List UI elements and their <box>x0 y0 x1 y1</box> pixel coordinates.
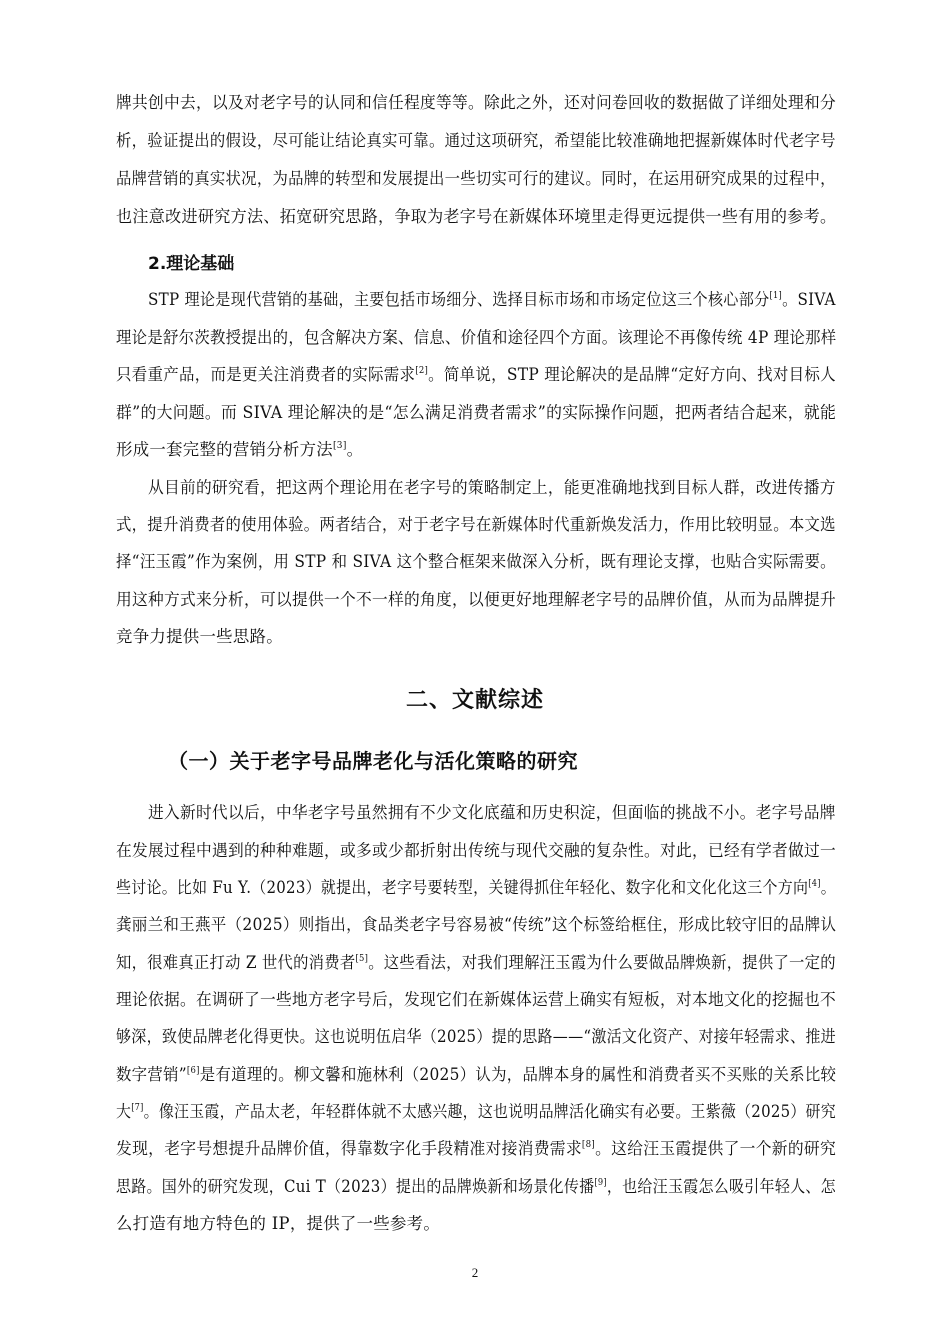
line-tail: ，也给汪玉霞怎么吸引年轻人、怎 <box>606 1177 836 1196</box>
line-text: 么打造有地方特色的 IP，提供了一些参考。 <box>116 1214 441 1233</box>
line-text: 思路。国外的研究发现，Cui T（2023）提出的品牌焕新和场景化传播 <box>116 1177 595 1196</box>
line-text: 发现，老字号想提升品牌价值，得靠数字化手段精准对接消费需求 <box>116 1139 582 1158</box>
line-text: 理论依据。在调研了一些地方老字号后，发现它们在新媒体运营上确实有短板，对本地文化的挖掘也不 <box>116 990 837 1009</box>
line-text: 只看重产品，而是更关注消费者的实际需求 <box>116 365 416 384</box>
theory-p2-line-3: 择“汪玉霞”作为案例，用 STP 和 SIVA 这个整合框架来做深入分析，既有理论支撑，也贴合实际需要。 <box>116 552 836 571</box>
review-line-4 <box>116 915 836 935</box>
review-line-9 <box>116 1102 836 1122</box>
line-text: 够深，致使品牌老化得更快。这也说明伍启华（2025）提的思路——“激活文化资产、对接年轻需求、推进 <box>116 1027 836 1046</box>
line-text: 大 <box>116 1102 132 1121</box>
theory-p1-line-1 <box>148 290 836 310</box>
page-number: 2 <box>471 1265 479 1280</box>
citation-ref: [2] <box>415 366 429 376</box>
line-text: 知，很难真正打动 Z 世代的消费者 <box>116 953 356 972</box>
theory-p2-line-1: 从目前的研究看，把这两个理论用在老字号的策略制定上，能更准确地找到目标人群，改进传播方 <box>148 478 836 497</box>
line-text: 形成一套完整的营销分析方法 <box>116 440 333 459</box>
intro-line-3: 品牌营销的真实状况，为品牌的转型和发展提出一些切实可行的建议。同时，在运用研究成果的过程中， <box>116 169 836 188</box>
theory-p2-line-2: 式，提升消费者的使用体验。两者结合，对于老字号在新媒体时代重新焕发活力，作用比较明显。本文选 <box>116 515 836 534</box>
chapter-heading: 二、文献综述 <box>405 688 544 713</box>
citation-ref: [1] <box>769 291 783 301</box>
review-line-2 <box>116 841 836 861</box>
citation-ref: [3] <box>332 441 347 451</box>
theory-p2-line-4: 用这种方式来分析，可以提供一个不一样的角度，以便更好地理解老字号的品牌价值，从而为品牌提升 <box>116 590 837 609</box>
intro-line-4: 也注意改进研究方法、拓宽研究思路，争取为老字号在新媒体环境里走得更远提供一些有用的参考。 <box>116 207 837 226</box>
citation-ref: [8] <box>581 1140 596 1150</box>
theory-p1-line-5 <box>116 440 363 460</box>
intro-line-2: 析，验证提出的假设，尽可能让结论真实可靠。通过这项研究，希望能比较准确地把握新媒体时代老字号 <box>116 131 836 150</box>
review-line-7 <box>116 1027 836 1047</box>
chapter-subheading: （一）关于老字号品牌老化与活化策略的研究 <box>168 749 578 773</box>
theory-p2-line-5: 竞争力提供一些思路。 <box>116 627 283 646</box>
citation-ref: [4] <box>808 879 821 889</box>
line-tail: 。简单说，STP 理论解决的是品牌“定好方向、找对目标人 <box>428 365 836 384</box>
line-tail: 。这给汪玉霞提供了一个新的研究 <box>595 1139 837 1158</box>
line-tail: 是有道理的。柳文馨和施林利（2025）认为，品牌本身的属性和消费者买不买账的关系比较 <box>199 1065 837 1084</box>
line-tail: 。SIVA <box>782 290 836 309</box>
line-text: 进入新时代以后，中华老字号虽然拥有不少文化底蕴和历史积淀，但面临的挑战不小。老字号品牌 <box>148 803 836 822</box>
review-line-3 <box>116 878 836 898</box>
citation-ref: [7] <box>131 1103 144 1113</box>
review-line-10 <box>116 1139 836 1159</box>
review-line-6 <box>116 990 836 1010</box>
review-line-11 <box>116 1177 836 1197</box>
line-text: 些讨论。比如 Fu Y.（2023）就提出，老字号要转型，关键得抓住年轻化、数字化和文化化这三个方向 <box>116 878 809 897</box>
citation-ref: [6] <box>186 1066 200 1076</box>
line-tail: 。这些看法，对我们理解汪玉霞为什么要做品牌焕新，提供了一定的 <box>368 953 836 972</box>
line-tail: 。 <box>820 878 836 897</box>
line-text: 群”的大问题。而 SIVA 理论解决的是“怎么满足消费者需求”的实际操作问题，把两者结合起来，就能 <box>116 403 837 422</box>
line-tail: 。像汪玉霞，产品太老，年轻群体就不太感兴趣，这也说明品牌活化确实有必要。王紫薇（2025）研究 <box>143 1102 836 1121</box>
citation-ref: [9] <box>594 1178 607 1188</box>
review-line-12 <box>116 1214 440 1234</box>
line-text: 理论是舒尔茨教授提出的，包含解决方案、信息、价值和途径四个方面。该理论不再像传统 4P 理论那样 <box>116 328 837 347</box>
line-text: STP 理论是现代营销的基础，主要包括市场细分、选择目标市场和市场定位这三个核心部分 <box>148 290 770 309</box>
review-line-8 <box>116 1065 836 1085</box>
line-tail: 。 <box>346 440 364 459</box>
review-line-1 <box>148 803 836 823</box>
line-text: 在发展过程中遇到的种种难题，或多或少都折射出传统与现代交融的复杂性。对此，已经有学者做过一 <box>116 841 837 860</box>
intro-line-1: 牌共创中去，以及对老字号的认同和信任程度等等。除此之外，还对问卷回收的数据做了详细处理和分 <box>116 93 837 112</box>
line-text: 龚丽兰和王燕平（2025）则指出，食品类老字号容易被“传统”这个标签给框住，形成比较守旧的品牌认 <box>116 915 837 934</box>
section-heading-theory: 2.理论基础 <box>148 254 235 274</box>
theory-p1-line-4 <box>116 403 836 423</box>
review-line-5 <box>116 953 836 973</box>
citation-ref: [5] <box>355 954 369 964</box>
theory-p1-line-3 <box>116 365 836 385</box>
line-text: 数字营销” <box>116 1065 187 1084</box>
theory-p1-line-2 <box>116 328 836 348</box>
